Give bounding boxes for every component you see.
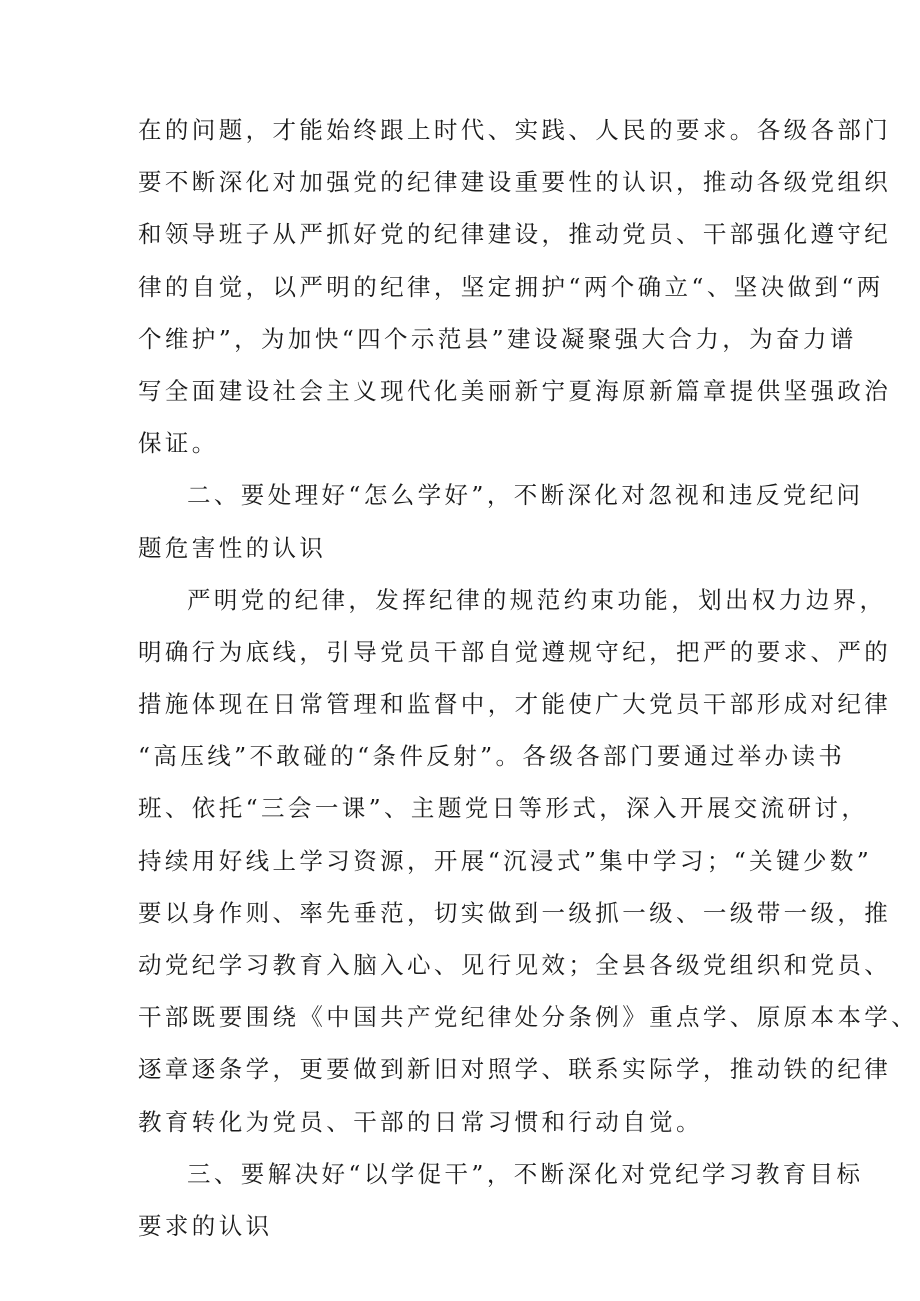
text-line: 干部既要围绕《中国共产党纪律处分条例》重点学、原原本本学、 — [138, 1003, 919, 1032]
text-line: 要不断深化对加强党的纪律建设重要性的认识，推动各级党组织 — [138, 168, 892, 197]
text-line: 措施体现在日常管理和监督中，才能使广大党员干部形成对纪律 — [138, 690, 892, 719]
text-line: “高压线”不敢碰的“条件反射”。各级各部门要通过举办读书 — [138, 742, 846, 771]
text-line: 教育转化为党员、干部的日常习惯和行动自觉。 — [138, 1107, 703, 1136]
text-line: 二、要处理好“怎么学好”，不断深化对忽视和违反党纪问 — [187, 481, 864, 510]
text-line: 三、要解决好“以学促干”，不断深化对党纪学习教育目标 — [187, 1159, 864, 1188]
text-line: 持续用好线上学习资源，开展“沉浸式”集中学习；“关键少数” — [138, 846, 873, 875]
text-line: 和领导班子从严抓好党的纪律建设，推动党员、干部强化遵守纪 — [138, 220, 892, 249]
text-line: 要以身作则、率先垂范，切实做到一级抓一级、一级带一级，推 — [138, 898, 892, 927]
text-line: 严明党的纪律，发挥纪律的规范约束功能，划出权力边界， — [187, 585, 887, 614]
text-line: 题危害性的认识 — [138, 533, 327, 562]
text-line: 班、依托“三会一课”、主题党日等形式，深入开展交流研讨， — [138, 794, 869, 823]
text-line: 保证。 — [138, 429, 219, 458]
text-line: 写全面建设社会主义现代化美丽新宁夏海原新篇章提供坚强政治 — [138, 376, 892, 405]
text-line: 逐章逐条学，更要做到新旧对照学、联系实际学，推动铁的纪律 — [138, 1055, 892, 1084]
text-line: 个维护”，为加快“四个示范县”建设凝聚强大合力，为奋力谱 — [138, 324, 857, 353]
text-line: 要求的认识 — [138, 1211, 273, 1240]
document-body — [138, 104, 919, 1252]
text-line: 动党纪学习教育入脑入心、见行见效；全县各级党组织和党员、 — [138, 951, 892, 979]
text-line: 在的问题，才能始终跟上时代、实践、人民的要求。各级各部门 — [138, 116, 892, 144]
text-line: 明确行为底线，引导党员干部自觉遵规守纪，把严的要求、严的 — [138, 637, 892, 666]
text-line: 律的自觉，以严明的纪律，坚定拥护“两个确立“、坚决做到“两 — [138, 272, 884, 301]
